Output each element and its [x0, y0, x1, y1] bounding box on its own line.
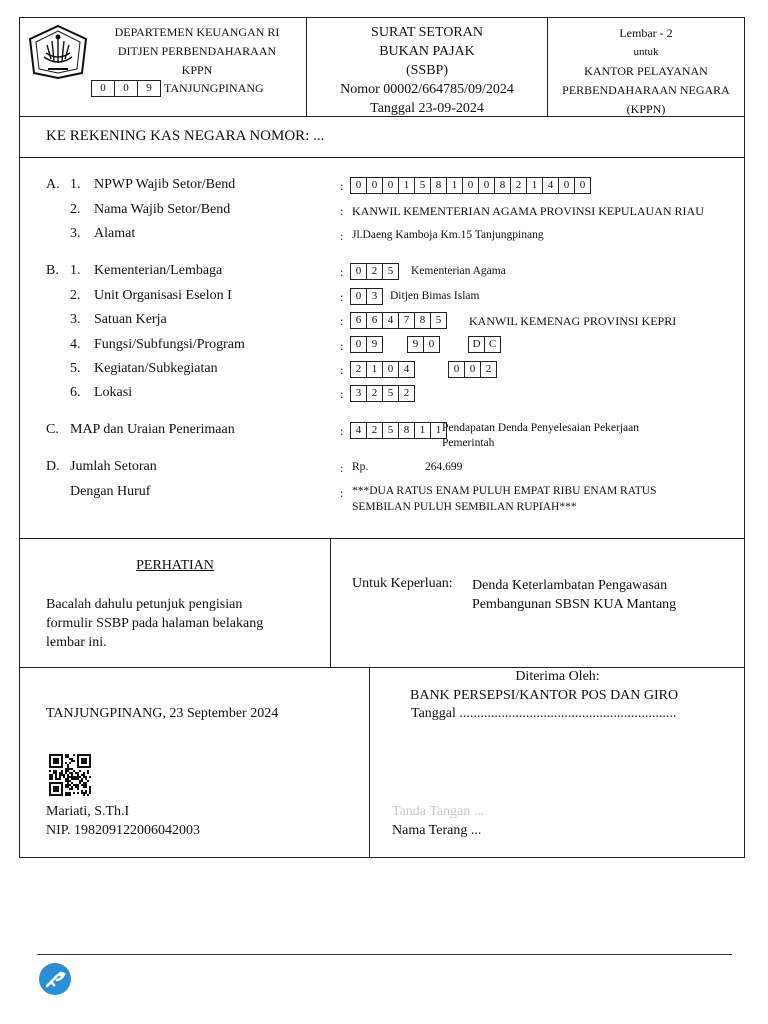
sheet-info-line-4: PERBENDAHARAAN NEGARA	[562, 83, 730, 97]
subfungsi-digit: 0	[423, 336, 440, 353]
page-footer-rule	[37, 954, 732, 955]
a1-num: 1.	[70, 177, 81, 192]
fungsi-digit: 9	[366, 336, 383, 353]
npwp-digit: 0	[366, 177, 383, 194]
divider-body	[19, 538, 745, 539]
form-nomor: Nomor 00002/664785/09/2024	[340, 82, 514, 97]
npwp-digit: 0	[558, 177, 575, 194]
program-digit: C	[484, 336, 501, 353]
b3-label: Satuan Kerja	[94, 312, 167, 327]
kegiatan-digit: 1	[366, 361, 383, 378]
b4-label: Fungsi/Subfungsi/Program	[94, 337, 245, 352]
satker-name: KANWIL KEMENAG PROVINSI KEPRI	[469, 314, 677, 328]
section-c-letter: C.	[46, 422, 59, 437]
npwp-digit: 8	[430, 177, 447, 194]
eselon-name: Ditjen Bimas Islam	[390, 290, 480, 302]
npwp-digit: 2	[510, 177, 527, 194]
lokasi-code-boxes	[350, 385, 415, 402]
divider-notes-mid	[330, 538, 331, 668]
b4-num: 4.	[70, 337, 81, 352]
sheet-info-line-5: (KPPN)	[626, 102, 666, 116]
npwp-digit: 1	[398, 177, 415, 194]
lokasi-digit: 5	[382, 385, 399, 402]
section-d-letter: D.	[46, 459, 60, 474]
lokasi-digit: 3	[350, 385, 367, 402]
kppn-city: TANJUNGPINANG	[164, 81, 264, 95]
scribd-logo-icon[interactable]	[38, 962, 72, 996]
sheet-info-line-3: KANTOR PELAYANAN	[584, 64, 708, 78]
amount-in-words-line-2: SEMBILAN PULUH SEMBILAN RUPIAH***	[352, 501, 577, 513]
form-tanggal: Tanggal 23-09-2024	[370, 101, 484, 116]
b6-label: Lokasi	[94, 385, 133, 400]
sheet-info-block	[548, 24, 744, 119]
form-title-line-3: (SSBP)	[405, 63, 449, 78]
keperluan-label: Untuk Keperluan:	[352, 576, 453, 591]
b1-num: 1.	[70, 263, 81, 278]
a2-colon: :	[340, 204, 344, 218]
amount-in-words-line-1: ***DUA RATUS ENAM PULUH EMPAT RIBU ENAM RATUS	[352, 485, 657, 497]
satker-digit: 8	[414, 312, 431, 329]
qr-code-icon	[49, 754, 91, 796]
map-digit: 5	[382, 422, 399, 439]
d-colon-1: :	[340, 461, 344, 475]
satker-digit: 4	[382, 312, 399, 329]
keperluan-text	[472, 576, 676, 614]
agency-block	[102, 23, 292, 80]
rekening-kas-negara: KE REKENING KAS NEGARA NOMOR: ...	[46, 128, 325, 144]
amount-value: 264.699	[425, 461, 463, 473]
eselon-digit: 3	[366, 288, 383, 305]
b1-colon: :	[340, 265, 344, 279]
npwp-digit: 0	[478, 177, 495, 194]
npwp-digit: 4	[542, 177, 559, 194]
npwp-boxes	[350, 177, 591, 194]
a1-label: NPWP Wajib Setor/Bend	[94, 177, 236, 192]
npwp-digit: 0	[574, 177, 591, 194]
b4-colon: :	[340, 339, 344, 353]
map-description-line-2: Pemerintah	[442, 437, 495, 449]
b5-colon: :	[340, 363, 344, 377]
map-digit: 1	[430, 422, 447, 439]
subkegiatan-digit: 2	[480, 361, 497, 378]
bank-persepsi: BANK PERSEPSI/KANTOR POS DAN GIRO	[410, 688, 679, 703]
eselon-digit: 0	[350, 288, 367, 305]
diterima-oleh: Diterima Oleh:	[515, 669, 600, 684]
subfungsi-code-boxes	[407, 336, 440, 353]
kegiatan-digit: 4	[398, 361, 415, 378]
form-title-line-1: SURAT SETORAN	[371, 25, 483, 40]
b2-colon: :	[340, 290, 344, 304]
nama-terang: Nama Terang ...	[392, 823, 482, 838]
b2-num: 2.	[70, 288, 81, 303]
form-title-block	[307, 23, 547, 118]
jumlah-setoran-label: Jumlah Setoran	[70, 459, 157, 474]
signer-name: Mariati, S.Th.I	[46, 804, 130, 819]
subkegiatan-code-boxes	[448, 361, 497, 378]
perhatian-line-3: lembar ini.	[46, 635, 107, 650]
a3-label: Alamat	[94, 226, 136, 241]
map-description	[442, 421, 639, 451]
program-digit: D	[468, 336, 485, 353]
agency-line-1: DEPARTEMEN KEUANGAN RI	[114, 25, 280, 39]
divider-footer-mid	[369, 667, 370, 858]
map-digit: 4	[350, 422, 367, 439]
program-code-boxes	[468, 336, 501, 353]
kppn-code-digit: 9	[137, 80, 161, 97]
b3-num: 3.	[70, 312, 81, 327]
divider-rekening	[19, 157, 745, 158]
subkegiatan-digit: 0	[448, 361, 465, 378]
perhatian-line-1: Bacalah dahulu petunjuk pengisian	[46, 597, 243, 612]
b2-label: Unit Organisasi Eselon I	[94, 288, 232, 303]
npwp-digit: 0	[350, 177, 367, 194]
satker-digit: 6	[366, 312, 383, 329]
npwp-digit: 1	[526, 177, 543, 194]
b6-colon: :	[340, 387, 344, 401]
kppn-code-boxes	[91, 80, 161, 97]
b3-colon: :	[340, 314, 344, 328]
d-colon-2: :	[340, 486, 344, 500]
satker-digit: 5	[430, 312, 447, 329]
fungsi-digit: 0	[350, 336, 367, 353]
npwp-digit: 8	[494, 177, 511, 194]
dengan-huruf-label: Dengan Huruf	[70, 484, 151, 499]
npwp-digit: 0	[462, 177, 479, 194]
kementerian-code-boxes	[350, 263, 399, 280]
npwp-digit: 5	[414, 177, 431, 194]
lokasi-digit: 2	[366, 385, 383, 402]
kegiatan-digit: 0	[382, 361, 399, 378]
b1-label: Kementerian/Lembaga	[94, 263, 223, 278]
npwp-digit: 1	[446, 177, 463, 194]
amount-in-words	[352, 483, 656, 515]
tanggal-field: Tanggal ..............................................................	[411, 706, 677, 721]
section-a-letter: A.	[46, 177, 60, 192]
map-description-line-1: Pendapatan Denda Penyelesaian Pekerjaan	[442, 422, 640, 434]
map-digit: 8	[398, 422, 415, 439]
a1-colon: :	[340, 179, 344, 193]
map-digit: 2	[366, 422, 383, 439]
a3-num: 3.	[70, 226, 81, 241]
satker-digit: 7	[398, 312, 415, 329]
map-code-boxes	[350, 422, 447, 439]
kegiatan-digit: 2	[350, 361, 367, 378]
section-b-letter: B.	[46, 263, 59, 278]
signer-nip: NIP. 198209122006042003	[46, 823, 201, 838]
wajib-setor-name: KANWIL KEMENTERIAN AGAMA PROVINSI KEPULAUAN RIAU	[352, 204, 704, 218]
satker-code-boxes	[350, 312, 447, 329]
kementerian-digit: 0	[350, 263, 367, 280]
subfungsi-digit: 9	[407, 336, 424, 353]
b5-num: 5.	[70, 361, 81, 376]
b6-num: 6.	[70, 385, 81, 400]
kementerian-digit: 2	[366, 263, 383, 280]
perhatian-line-2: formulir SSBP pada halaman belakang	[46, 616, 264, 631]
satker-digit: 6	[350, 312, 367, 329]
kppn-code-digit: 0	[91, 80, 115, 97]
map-label: MAP dan Uraian Penerimaan	[70, 422, 235, 437]
subkegiatan-digit: 0	[464, 361, 481, 378]
currency-label: Rp.	[352, 461, 369, 473]
sheet-info-line-1: Lembar - 2	[619, 26, 673, 40]
emblem-icon	[24, 23, 92, 81]
kppn-code-digit: 0	[114, 80, 138, 97]
fungsi-code-boxes	[350, 336, 383, 353]
b5-label: Kegiatan/Subkegiatan	[94, 361, 218, 376]
keperluan-line-2: Pembangunan SBSN KUA Mantang	[472, 597, 677, 612]
a2-num: 2.	[70, 202, 81, 217]
kementerian-name: Kementerian Agama	[411, 265, 506, 277]
kementerian-digit: 5	[382, 263, 399, 280]
tanda-tangan: Tanda Tangan ...	[392, 804, 485, 819]
perhatian-text	[46, 595, 263, 652]
keperluan-line-1: Denda Keterlambatan Pengawasan	[472, 578, 668, 593]
agency-line-2: DITJEN PERBENDAHARAAN	[117, 44, 277, 58]
c-colon: :	[340, 424, 344, 438]
agency-line-3: KPPN	[181, 63, 213, 77]
place-date: TANJUNGPINANG, 23 September 2024	[46, 706, 279, 721]
perhatian-title: PERHATIAN	[136, 558, 214, 573]
lokasi-digit: 2	[398, 385, 415, 402]
form-title-line-2: BUKAN PAJAK	[379, 44, 475, 59]
sheet-info-line-2: untuk	[633, 46, 659, 58]
a3-colon: :	[340, 229, 344, 243]
kegiatan-code-boxes	[350, 361, 415, 378]
alamat-value: Jl.Daeng Kamboja Km.15 Tanjungpinang	[352, 229, 544, 241]
map-digit: 1	[414, 422, 431, 439]
a2-label: Nama Wajib Setor/Bend	[94, 202, 231, 217]
divider-notes	[19, 667, 745, 668]
npwp-digit: 0	[382, 177, 399, 194]
eselon-code-boxes	[350, 288, 383, 305]
